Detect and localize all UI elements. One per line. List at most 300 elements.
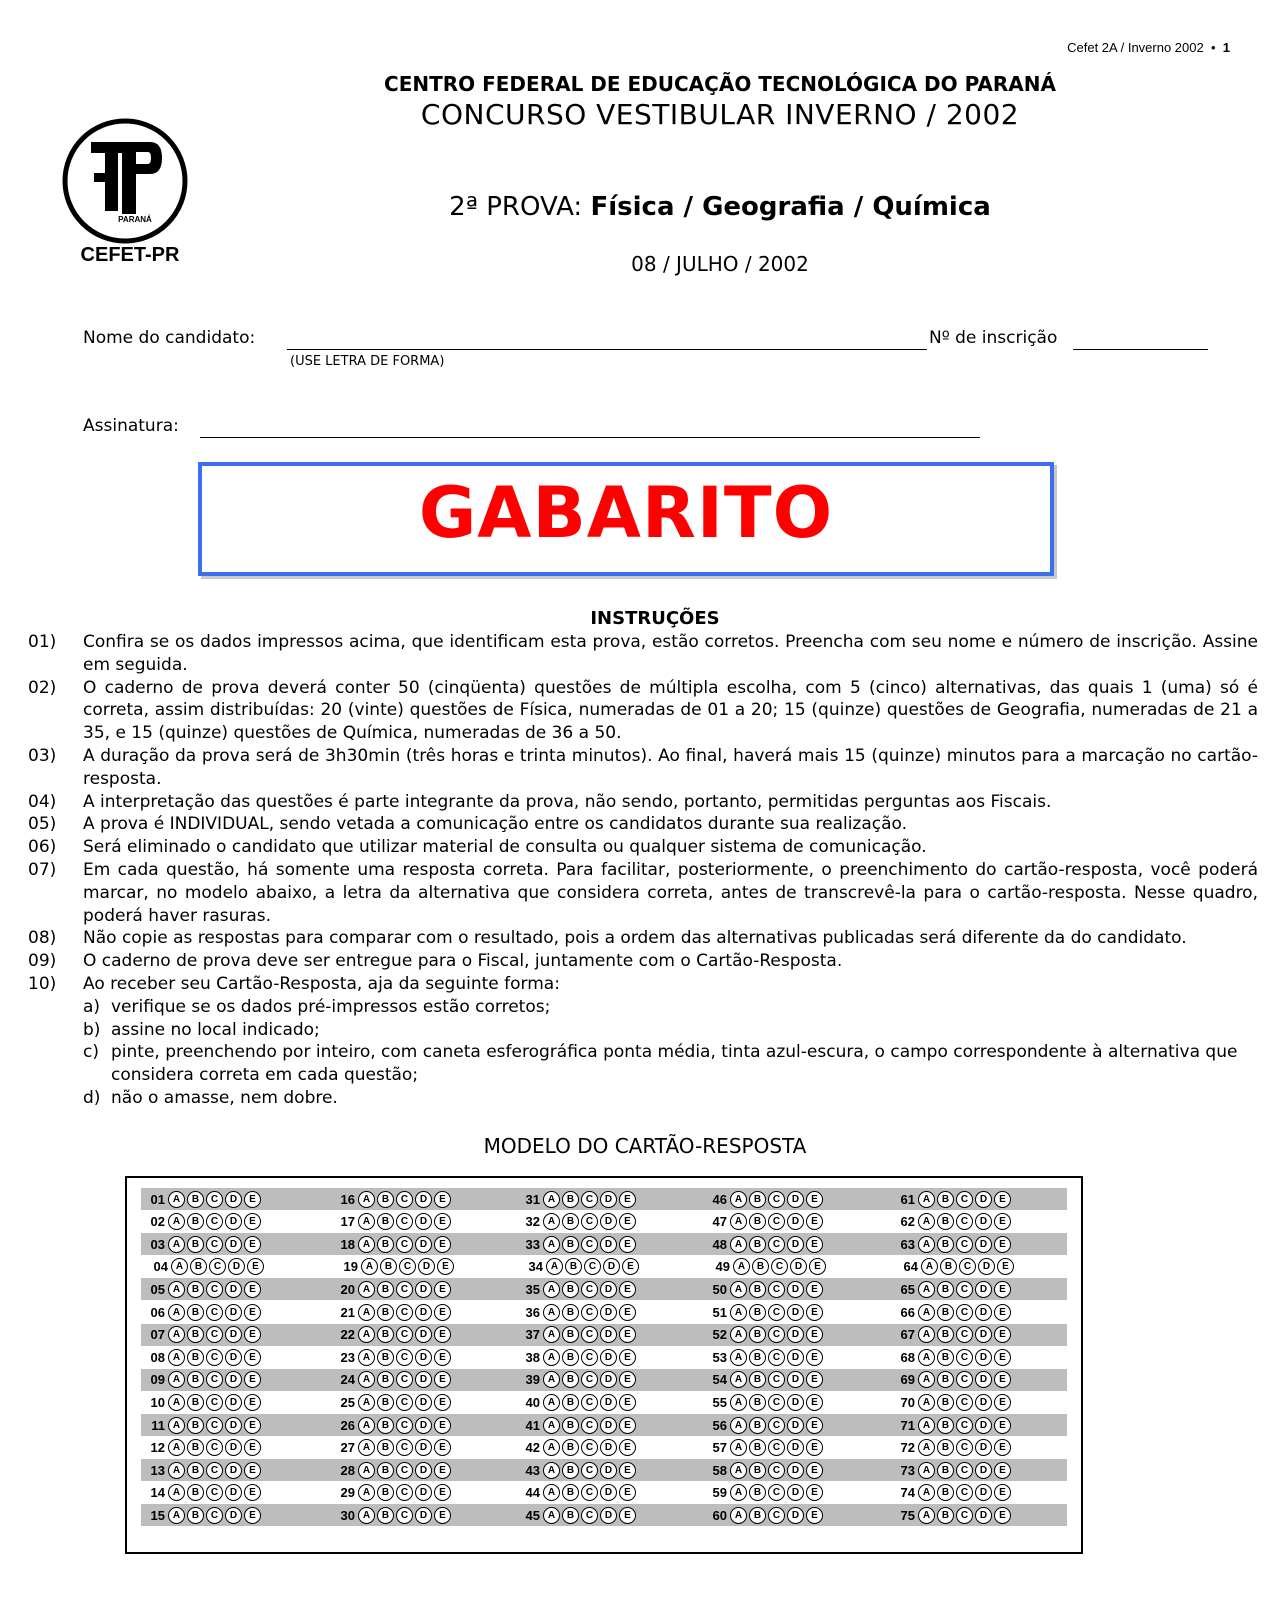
answer-bubble[interactable]: C bbox=[956, 1349, 973, 1366]
answer-bubble[interactable]: C bbox=[956, 1281, 973, 1298]
answer-bubble[interactable]: B bbox=[749, 1326, 766, 1343]
answer-bubble[interactable]: B bbox=[377, 1439, 394, 1456]
answer-bubble[interactable]: E bbox=[619, 1507, 636, 1524]
answer-bubble[interactable]: D bbox=[415, 1371, 432, 1388]
answer-bubble[interactable]: C bbox=[768, 1484, 785, 1501]
answer-bubble[interactable]: E bbox=[619, 1349, 636, 1366]
answer-bubble[interactable]: C bbox=[206, 1213, 223, 1230]
answer-bubble[interactable]: B bbox=[749, 1462, 766, 1479]
answer-bubble[interactable]: D bbox=[600, 1484, 617, 1501]
answer-bubble[interactable]: D bbox=[975, 1439, 992, 1456]
answer-bubble[interactable]: E bbox=[434, 1213, 451, 1230]
answer-bubble[interactable]: B bbox=[562, 1371, 579, 1388]
answer-bubble[interactable]: D bbox=[787, 1349, 804, 1366]
answer-bubble[interactable]: E bbox=[434, 1191, 451, 1208]
answer-bubble[interactable]: C bbox=[956, 1507, 973, 1524]
answer-bubble[interactable]: D bbox=[787, 1462, 804, 1479]
answer-bubble[interactable]: A bbox=[918, 1326, 935, 1343]
answer-bubble[interactable]: C bbox=[396, 1236, 413, 1253]
answer-bubble[interactable]: D bbox=[225, 1236, 242, 1253]
answer-bubble[interactable]: B bbox=[187, 1191, 204, 1208]
answer-bubble[interactable]: A bbox=[168, 1462, 185, 1479]
answer-bubble[interactable]: C bbox=[959, 1258, 976, 1275]
answer-bubble[interactable]: E bbox=[994, 1213, 1011, 1230]
answer-bubble[interactable]: B bbox=[749, 1439, 766, 1456]
answer-bubble[interactable]: B bbox=[937, 1462, 954, 1479]
answer-bubble[interactable]: E bbox=[434, 1417, 451, 1434]
answer-bubble[interactable]: E bbox=[806, 1349, 823, 1366]
answer-bubble[interactable]: D bbox=[225, 1439, 242, 1456]
answer-bubble[interactable]: A bbox=[730, 1349, 747, 1366]
answer-bubble[interactable]: D bbox=[975, 1507, 992, 1524]
answer-bubble[interactable]: B bbox=[749, 1349, 766, 1366]
answer-bubble[interactable]: B bbox=[749, 1191, 766, 1208]
answer-bubble[interactable]: C bbox=[581, 1484, 598, 1501]
answer-bubble[interactable]: B bbox=[749, 1281, 766, 1298]
answer-bubble[interactable]: A bbox=[730, 1439, 747, 1456]
answer-bubble[interactable]: D bbox=[600, 1191, 617, 1208]
answer-bubble[interactable]: D bbox=[415, 1439, 432, 1456]
answer-bubble[interactable]: C bbox=[956, 1484, 973, 1501]
answer-bubble[interactable]: D bbox=[975, 1326, 992, 1343]
answer-bubble[interactable]: D bbox=[418, 1258, 435, 1275]
answer-bubble[interactable]: E bbox=[994, 1326, 1011, 1343]
answer-bubble[interactable]: A bbox=[168, 1507, 185, 1524]
answer-bubble[interactable]: D bbox=[225, 1326, 242, 1343]
answer-bubble[interactable]: A bbox=[543, 1191, 560, 1208]
answer-bubble[interactable]: D bbox=[228, 1258, 245, 1275]
answer-bubble[interactable]: E bbox=[806, 1484, 823, 1501]
answer-bubble[interactable]: E bbox=[806, 1304, 823, 1321]
answer-bubble[interactable]: D bbox=[975, 1191, 992, 1208]
answer-bubble[interactable]: E bbox=[622, 1258, 639, 1275]
answer-bubble[interactable]: E bbox=[244, 1326, 261, 1343]
answer-bubble[interactable]: C bbox=[396, 1191, 413, 1208]
answer-bubble[interactable]: B bbox=[937, 1439, 954, 1456]
answer-bubble[interactable]: D bbox=[787, 1326, 804, 1343]
candidate-name-field[interactable] bbox=[287, 349, 927, 350]
answer-bubble[interactable]: C bbox=[396, 1371, 413, 1388]
answer-bubble[interactable]: A bbox=[918, 1462, 935, 1479]
answer-bubble[interactable]: B bbox=[377, 1236, 394, 1253]
answer-bubble[interactable]: C bbox=[581, 1326, 598, 1343]
answer-bubble[interactable]: B bbox=[377, 1213, 394, 1230]
answer-bubble[interactable]: A bbox=[543, 1326, 560, 1343]
answer-bubble[interactable]: A bbox=[543, 1417, 560, 1434]
answer-bubble[interactable]: E bbox=[619, 1236, 636, 1253]
answer-bubble[interactable]: D bbox=[787, 1236, 804, 1253]
answer-bubble[interactable]: E bbox=[994, 1281, 1011, 1298]
answer-bubble[interactable]: E bbox=[809, 1258, 826, 1275]
answer-bubble[interactable]: B bbox=[937, 1507, 954, 1524]
answer-bubble[interactable]: E bbox=[244, 1213, 261, 1230]
answer-bubble[interactable]: D bbox=[603, 1258, 620, 1275]
answer-bubble[interactable]: E bbox=[619, 1439, 636, 1456]
answer-bubble[interactable]: D bbox=[415, 1462, 432, 1479]
answer-bubble[interactable]: C bbox=[206, 1326, 223, 1343]
answer-bubble[interactable]: D bbox=[975, 1304, 992, 1321]
answer-bubble[interactable]: B bbox=[377, 1349, 394, 1366]
answer-bubble[interactable]: C bbox=[768, 1326, 785, 1343]
answer-bubble[interactable]: E bbox=[619, 1281, 636, 1298]
answer-bubble[interactable]: E bbox=[619, 1326, 636, 1343]
answer-bubble[interactable]: B bbox=[187, 1462, 204, 1479]
answer-bubble[interactable]: A bbox=[168, 1439, 185, 1456]
answer-bubble[interactable]: B bbox=[937, 1213, 954, 1230]
answer-bubble[interactable]: D bbox=[415, 1304, 432, 1321]
answer-bubble[interactable]: D bbox=[415, 1507, 432, 1524]
answer-bubble[interactable]: D bbox=[787, 1304, 804, 1321]
answer-bubble[interactable]: A bbox=[730, 1326, 747, 1343]
answer-bubble[interactable]: C bbox=[206, 1462, 223, 1479]
answer-bubble[interactable]: C bbox=[956, 1462, 973, 1479]
answer-bubble[interactable]: E bbox=[619, 1191, 636, 1208]
answer-bubble[interactable]: C bbox=[768, 1304, 785, 1321]
answer-bubble[interactable]: B bbox=[749, 1236, 766, 1253]
answer-bubble[interactable]: E bbox=[619, 1462, 636, 1479]
answer-bubble[interactable]: D bbox=[975, 1349, 992, 1366]
answer-bubble[interactable]: E bbox=[434, 1236, 451, 1253]
answer-bubble[interactable]: A bbox=[361, 1258, 378, 1275]
answer-bubble[interactable]: E bbox=[994, 1417, 1011, 1434]
answer-bubble[interactable]: A bbox=[918, 1191, 935, 1208]
answer-bubble[interactable]: C bbox=[206, 1439, 223, 1456]
answer-bubble[interactable]: C bbox=[581, 1439, 598, 1456]
answer-bubble[interactable]: C bbox=[581, 1236, 598, 1253]
answer-bubble[interactable]: A bbox=[546, 1258, 563, 1275]
answer-bubble[interactable]: E bbox=[806, 1213, 823, 1230]
answer-bubble[interactable]: B bbox=[562, 1417, 579, 1434]
answer-bubble[interactable]: D bbox=[975, 1394, 992, 1411]
answer-bubble[interactable]: B bbox=[940, 1258, 957, 1275]
answer-bubble[interactable]: B bbox=[377, 1507, 394, 1524]
answer-bubble[interactable]: C bbox=[584, 1258, 601, 1275]
answer-bubble[interactable]: E bbox=[434, 1371, 451, 1388]
answer-bubble[interactable]: A bbox=[918, 1439, 935, 1456]
answer-bubble[interactable]: D bbox=[600, 1236, 617, 1253]
answer-bubble[interactable]: E bbox=[994, 1349, 1011, 1366]
answer-bubble[interactable]: E bbox=[619, 1394, 636, 1411]
answer-bubble[interactable]: A bbox=[543, 1439, 560, 1456]
answer-bubble[interactable]: C bbox=[956, 1371, 973, 1388]
answer-bubble[interactable]: D bbox=[415, 1394, 432, 1411]
answer-bubble[interactable]: C bbox=[956, 1417, 973, 1434]
answer-bubble[interactable]: A bbox=[730, 1236, 747, 1253]
answer-bubble[interactable]: E bbox=[619, 1213, 636, 1230]
answer-bubble[interactable]: B bbox=[187, 1439, 204, 1456]
answer-bubble[interactable]: D bbox=[787, 1394, 804, 1411]
answer-bubble[interactable]: A bbox=[918, 1484, 935, 1501]
answer-bubble[interactable]: C bbox=[206, 1191, 223, 1208]
answer-bubble[interactable]: C bbox=[768, 1213, 785, 1230]
answer-bubble[interactable]: D bbox=[600, 1439, 617, 1456]
answer-bubble[interactable]: A bbox=[730, 1281, 747, 1298]
answer-bubble[interactable]: D bbox=[600, 1281, 617, 1298]
answer-bubble[interactable]: D bbox=[415, 1236, 432, 1253]
answer-bubble[interactable]: A bbox=[168, 1213, 185, 1230]
answer-bubble[interactable]: A bbox=[168, 1349, 185, 1366]
answer-bubble[interactable]: E bbox=[244, 1462, 261, 1479]
answer-bubble[interactable]: E bbox=[244, 1484, 261, 1501]
answer-bubble[interactable]: D bbox=[975, 1236, 992, 1253]
answer-bubble[interactable]: C bbox=[396, 1281, 413, 1298]
answer-bubble[interactable]: E bbox=[619, 1371, 636, 1388]
answer-bubble[interactable]: C bbox=[396, 1394, 413, 1411]
answer-bubble[interactable]: D bbox=[978, 1258, 995, 1275]
answer-bubble[interactable]: D bbox=[787, 1281, 804, 1298]
answer-bubble[interactable]: C bbox=[581, 1304, 598, 1321]
answer-bubble[interactable]: D bbox=[975, 1281, 992, 1298]
answer-bubble[interactable]: A bbox=[543, 1371, 560, 1388]
answer-bubble[interactable]: D bbox=[225, 1213, 242, 1230]
answer-bubble[interactable]: C bbox=[768, 1191, 785, 1208]
answer-bubble[interactable]: C bbox=[771, 1258, 788, 1275]
answer-bubble[interactable]: B bbox=[562, 1191, 579, 1208]
answer-bubble[interactable]: E bbox=[244, 1371, 261, 1388]
answer-bubble[interactable]: B bbox=[562, 1326, 579, 1343]
answer-bubble[interactable]: D bbox=[225, 1394, 242, 1411]
answer-bubble[interactable]: A bbox=[358, 1484, 375, 1501]
answer-bubble[interactable]: E bbox=[806, 1462, 823, 1479]
answer-bubble[interactable]: A bbox=[358, 1213, 375, 1230]
answer-bubble[interactable]: B bbox=[562, 1462, 579, 1479]
answer-bubble[interactable]: B bbox=[187, 1213, 204, 1230]
answer-bubble[interactable]: A bbox=[358, 1236, 375, 1253]
answer-bubble[interactable]: B bbox=[749, 1213, 766, 1230]
answer-bubble[interactable]: A bbox=[730, 1213, 747, 1230]
answer-bubble[interactable]: A bbox=[543, 1349, 560, 1366]
answer-bubble[interactable]: E bbox=[244, 1191, 261, 1208]
answer-bubble[interactable]: E bbox=[244, 1349, 261, 1366]
answer-bubble[interactable]: E bbox=[437, 1258, 454, 1275]
answer-bubble[interactable]: C bbox=[396, 1417, 413, 1434]
answer-bubble[interactable]: D bbox=[600, 1507, 617, 1524]
answer-bubble[interactable]: D bbox=[225, 1371, 242, 1388]
answer-bubble[interactable]: D bbox=[787, 1371, 804, 1388]
answer-bubble[interactable]: B bbox=[937, 1417, 954, 1434]
answer-bubble[interactable]: B bbox=[749, 1417, 766, 1434]
answer-bubble[interactable]: E bbox=[434, 1507, 451, 1524]
answer-bubble[interactable]: E bbox=[997, 1258, 1014, 1275]
answer-bubble[interactable]: A bbox=[918, 1213, 935, 1230]
answer-bubble[interactable]: E bbox=[994, 1394, 1011, 1411]
answer-bubble[interactable]: A bbox=[543, 1281, 560, 1298]
answer-bubble[interactable]: A bbox=[168, 1484, 185, 1501]
answer-bubble[interactable]: A bbox=[730, 1417, 747, 1434]
answer-bubble[interactable]: E bbox=[806, 1236, 823, 1253]
answer-bubble[interactable]: D bbox=[415, 1417, 432, 1434]
answer-bubble[interactable]: C bbox=[768, 1417, 785, 1434]
answer-bubble[interactable]: B bbox=[187, 1326, 204, 1343]
answer-bubble[interactable]: C bbox=[396, 1462, 413, 1479]
answer-bubble[interactable]: E bbox=[244, 1439, 261, 1456]
answer-bubble[interactable]: A bbox=[730, 1191, 747, 1208]
answer-bubble[interactable]: E bbox=[806, 1371, 823, 1388]
answer-bubble[interactable]: E bbox=[434, 1281, 451, 1298]
answer-bubble[interactable]: D bbox=[225, 1281, 242, 1298]
answer-bubble[interactable]: E bbox=[434, 1462, 451, 1479]
answer-bubble[interactable]: C bbox=[396, 1304, 413, 1321]
answer-bubble[interactable]: C bbox=[768, 1439, 785, 1456]
answer-bubble[interactable]: E bbox=[244, 1236, 261, 1253]
registration-field[interactable] bbox=[1073, 349, 1208, 350]
answer-bubble[interactable]: A bbox=[358, 1191, 375, 1208]
answer-bubble[interactable]: D bbox=[225, 1417, 242, 1434]
answer-bubble[interactable]: A bbox=[358, 1371, 375, 1388]
answer-bubble[interactable]: C bbox=[206, 1349, 223, 1366]
answer-bubble[interactable]: E bbox=[434, 1439, 451, 1456]
answer-bubble[interactable]: D bbox=[600, 1304, 617, 1321]
answer-bubble[interactable]: B bbox=[749, 1484, 766, 1501]
answer-bubble[interactable]: E bbox=[994, 1304, 1011, 1321]
answer-bubble[interactable]: B bbox=[187, 1349, 204, 1366]
answer-bubble[interactable]: C bbox=[396, 1484, 413, 1501]
answer-bubble[interactable]: C bbox=[206, 1484, 223, 1501]
answer-bubble[interactable]: A bbox=[543, 1462, 560, 1479]
answer-bubble[interactable]: D bbox=[787, 1439, 804, 1456]
answer-bubble[interactable]: B bbox=[565, 1258, 582, 1275]
answer-bubble[interactable]: E bbox=[806, 1507, 823, 1524]
answer-bubble[interactable]: A bbox=[543, 1394, 560, 1411]
answer-bubble[interactable]: D bbox=[600, 1417, 617, 1434]
answer-bubble[interactable]: D bbox=[225, 1191, 242, 1208]
answer-bubble[interactable]: A bbox=[918, 1349, 935, 1366]
answer-bubble[interactable]: C bbox=[206, 1236, 223, 1253]
answer-bubble[interactable]: D bbox=[600, 1462, 617, 1479]
answer-bubble[interactable]: A bbox=[358, 1281, 375, 1298]
answer-bubble[interactable]: E bbox=[806, 1394, 823, 1411]
answer-bubble[interactable]: C bbox=[768, 1394, 785, 1411]
answer-bubble[interactable]: E bbox=[619, 1304, 636, 1321]
answer-bubble[interactable]: A bbox=[358, 1507, 375, 1524]
answer-bubble[interactable]: E bbox=[434, 1326, 451, 1343]
answer-bubble[interactable]: D bbox=[787, 1191, 804, 1208]
answer-bubble[interactable]: B bbox=[562, 1304, 579, 1321]
answer-bubble[interactable]: C bbox=[581, 1507, 598, 1524]
answer-bubble[interactable]: C bbox=[768, 1236, 785, 1253]
answer-bubble[interactable]: A bbox=[168, 1281, 185, 1298]
answer-bubble[interactable]: C bbox=[206, 1281, 223, 1298]
answer-bubble[interactable]: B bbox=[380, 1258, 397, 1275]
answer-bubble[interactable]: B bbox=[187, 1304, 204, 1321]
answer-bubble[interactable]: E bbox=[434, 1394, 451, 1411]
answer-bubble[interactable]: C bbox=[396, 1349, 413, 1366]
answer-bubble[interactable]: D bbox=[600, 1213, 617, 1230]
answer-bubble[interactable]: D bbox=[787, 1417, 804, 1434]
answer-bubble[interactable]: B bbox=[377, 1462, 394, 1479]
answer-bubble[interactable]: C bbox=[399, 1258, 416, 1275]
answer-bubble[interactable]: B bbox=[749, 1371, 766, 1388]
signature-field[interactable] bbox=[200, 437, 980, 438]
answer-bubble[interactable]: B bbox=[937, 1371, 954, 1388]
answer-bubble[interactable]: C bbox=[956, 1394, 973, 1411]
answer-bubble[interactable]: B bbox=[562, 1236, 579, 1253]
answer-bubble[interactable]: C bbox=[581, 1417, 598, 1434]
answer-bubble[interactable]: E bbox=[994, 1371, 1011, 1388]
answer-bubble[interactable]: B bbox=[562, 1439, 579, 1456]
answer-bubble[interactable]: C bbox=[209, 1258, 226, 1275]
answer-bubble[interactable]: D bbox=[975, 1371, 992, 1388]
answer-bubble[interactable]: A bbox=[168, 1191, 185, 1208]
answer-bubble[interactable]: E bbox=[994, 1484, 1011, 1501]
answer-bubble[interactable]: A bbox=[730, 1462, 747, 1479]
answer-bubble[interactable]: B bbox=[377, 1371, 394, 1388]
answer-bubble[interactable]: E bbox=[806, 1439, 823, 1456]
answer-bubble[interactable]: B bbox=[377, 1326, 394, 1343]
answer-bubble[interactable]: B bbox=[377, 1484, 394, 1501]
answer-bubble[interactable]: D bbox=[975, 1417, 992, 1434]
answer-bubble[interactable]: D bbox=[787, 1507, 804, 1524]
answer-bubble[interactable]: B bbox=[937, 1236, 954, 1253]
answer-bubble[interactable]: A bbox=[918, 1371, 935, 1388]
answer-bubble[interactable]: C bbox=[206, 1394, 223, 1411]
answer-bubble[interactable]: D bbox=[600, 1371, 617, 1388]
answer-bubble[interactable]: A bbox=[730, 1371, 747, 1388]
answer-bubble[interactable]: E bbox=[247, 1258, 264, 1275]
answer-bubble[interactable]: C bbox=[581, 1371, 598, 1388]
answer-bubble[interactable]: B bbox=[749, 1507, 766, 1524]
answer-bubble[interactable]: A bbox=[730, 1394, 747, 1411]
answer-bubble[interactable]: B bbox=[187, 1371, 204, 1388]
answer-bubble[interactable]: A bbox=[918, 1281, 935, 1298]
answer-bubble[interactable]: D bbox=[975, 1213, 992, 1230]
answer-bubble[interactable]: B bbox=[377, 1417, 394, 1434]
answer-bubble[interactable]: B bbox=[187, 1236, 204, 1253]
answer-bubble[interactable]: B bbox=[187, 1417, 204, 1434]
answer-bubble[interactable]: B bbox=[377, 1281, 394, 1298]
answer-bubble[interactable]: C bbox=[956, 1213, 973, 1230]
answer-bubble[interactable]: A bbox=[730, 1507, 747, 1524]
answer-bubble[interactable]: C bbox=[581, 1191, 598, 1208]
answer-bubble[interactable]: D bbox=[415, 1326, 432, 1343]
answer-bubble[interactable]: B bbox=[187, 1484, 204, 1501]
answer-bubble[interactable]: A bbox=[918, 1417, 935, 1434]
answer-bubble[interactable]: A bbox=[918, 1507, 935, 1524]
answer-bubble[interactable]: D bbox=[225, 1349, 242, 1366]
answer-bubble[interactable]: E bbox=[619, 1484, 636, 1501]
answer-bubble[interactable]: A bbox=[168, 1394, 185, 1411]
answer-bubble[interactable]: A bbox=[168, 1371, 185, 1388]
answer-bubble[interactable]: B bbox=[562, 1349, 579, 1366]
answer-bubble[interactable]: D bbox=[787, 1213, 804, 1230]
answer-bubble[interactable]: D bbox=[600, 1326, 617, 1343]
answer-bubble[interactable]: E bbox=[244, 1281, 261, 1298]
answer-bubble[interactable]: E bbox=[806, 1417, 823, 1434]
answer-bubble[interactable]: B bbox=[937, 1349, 954, 1366]
answer-bubble[interactable]: E bbox=[434, 1484, 451, 1501]
answer-bubble[interactable]: E bbox=[806, 1281, 823, 1298]
answer-bubble[interactable]: C bbox=[768, 1507, 785, 1524]
answer-bubble[interactable]: D bbox=[600, 1349, 617, 1366]
answer-bubble[interactable]: E bbox=[806, 1326, 823, 1343]
answer-bubble[interactable]: B bbox=[562, 1484, 579, 1501]
answer-bubble[interactable]: A bbox=[168, 1417, 185, 1434]
answer-bubble[interactable]: A bbox=[358, 1304, 375, 1321]
answer-bubble[interactable]: C bbox=[581, 1213, 598, 1230]
answer-bubble[interactable]: D bbox=[600, 1394, 617, 1411]
answer-bubble[interactable]: A bbox=[358, 1394, 375, 1411]
answer-bubble[interactable]: E bbox=[244, 1304, 261, 1321]
answer-bubble[interactable]: C bbox=[581, 1394, 598, 1411]
answer-bubble[interactable]: E bbox=[244, 1394, 261, 1411]
answer-bubble[interactable]: A bbox=[168, 1326, 185, 1343]
answer-bubble[interactable]: D bbox=[415, 1484, 432, 1501]
answer-bubble[interactable]: D bbox=[225, 1507, 242, 1524]
answer-bubble[interactable]: E bbox=[434, 1349, 451, 1366]
answer-bubble[interactable]: A bbox=[918, 1304, 935, 1321]
answer-bubble[interactable]: B bbox=[562, 1213, 579, 1230]
answer-bubble[interactable]: B bbox=[562, 1507, 579, 1524]
